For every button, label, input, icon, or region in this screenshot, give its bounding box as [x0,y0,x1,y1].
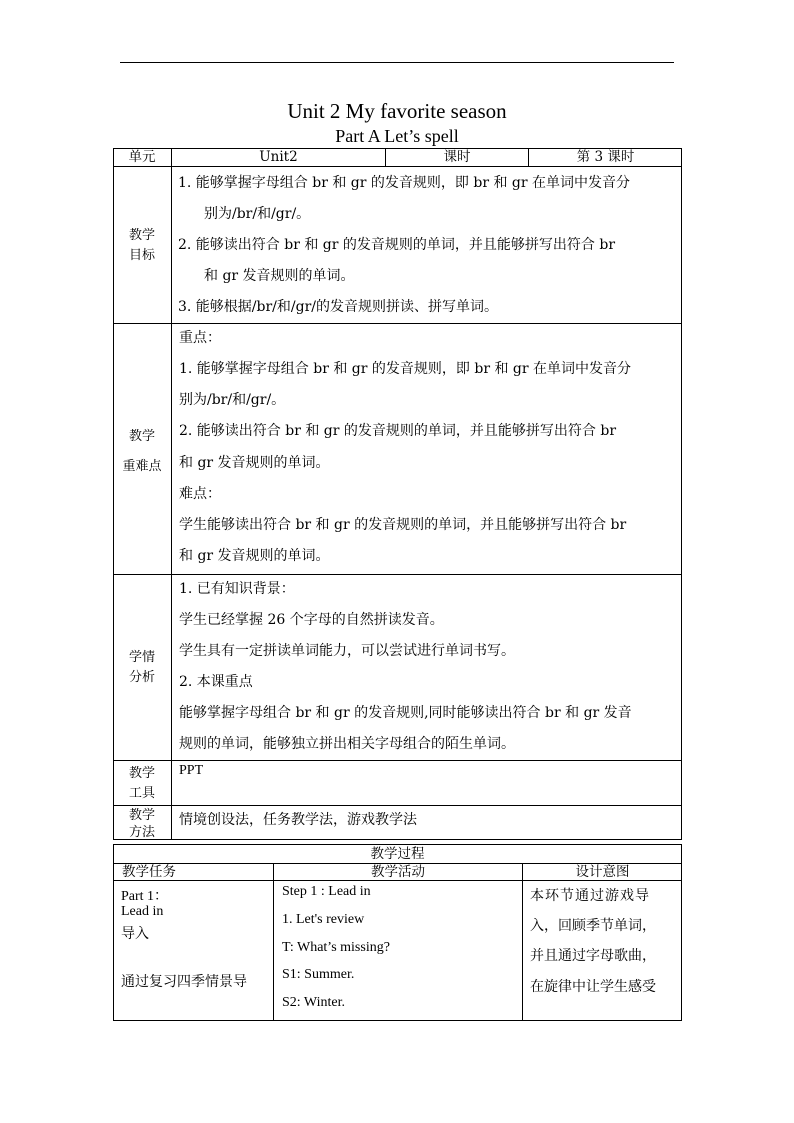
activity-line: Step 1 : Lead in [282,884,371,899]
intent-line: 本环节通过游戏导 [530,888,650,904]
task-line: Part 1： [121,889,169,904]
objective-line: 2. 能够读出符合 br 和 gr 的发音规则的单词，并且能够拼写出符合 br [178,237,616,253]
analysis-line: 2. 本课重点 [179,674,253,690]
period-value: 第 3 课时 [576,149,635,165]
analysis-line: 1. 已有知识背景： [179,581,295,597]
activity-line: S2: Winter. [282,995,345,1010]
key-point-line: 别为/br/和/gr/。 [179,392,286,408]
process-heading: 教学过程 [370,846,425,862]
analysis-line: 学生具有一定拼读单词能力，可以尝试进行单词书写。 [179,643,515,659]
key-point-line: 和 gr 发音规则的单词。 [179,548,330,564]
task-line: Lead in [121,904,164,919]
intent-line: 在旋律中让学生感受 [530,979,656,995]
page-subtitle: Part A Let’s spell [335,126,459,146]
col-task-header: 教学任务 [122,864,176,880]
analysis-line: 规则的单词，能够独立拼出相关字母组合的陌生单词。 [179,736,515,752]
analysis-label: 学情 分析 [128,650,155,685]
tools-label: 教学 工具 [128,766,155,801]
header-rule [120,62,674,63]
unit-label: 单元 [128,149,156,165]
key-point-line: 2. 能够读出符合 br 和 gr 的发音规则的单词，并且能够拼写出符合 br [179,423,617,439]
key-point-line: 和 gr 发音规则的单词。 [179,455,330,471]
key-point-line: 难点： [179,486,221,502]
analysis-line: 学生已经掌握 26 个字母的自然拼读发音。 [179,612,444,628]
unit-value: Unit2 [259,149,298,165]
methods-label: 教学 方法 [128,808,155,840]
period-label: 课时 [443,149,471,165]
key-points-label: 教学 重难点 [122,429,162,474]
key-point-line: 1. 能够掌握字母组合 br 和 gr 的发音规则，即 br 和 gr 在单词中发音分 [179,361,632,377]
intent-line: 并且通过字母歌曲， [530,948,656,964]
activity-line: 1. Let's review [282,912,365,927]
objective-line: 3. 能够根据/br/和/gr/的发音规则拼读、拼写单词。 [178,299,498,315]
activity-line: T: What’s missing? [282,940,390,955]
objectives-label: 教学 目标 [128,228,155,263]
analysis-line: 能够掌握字母组合 br 和 gr 的发音规则,同时能够读出符合 br 和 gr 发音 [179,705,632,721]
methods-value: 情境创设法，任务教学法，游戏教学法 [179,812,417,828]
tools-value: PPT [179,763,204,778]
col-intent-header: 设计意图 [575,864,630,880]
objective-line: 和 gr 发音规则的单词。 [204,268,355,284]
page-title: Unit 2 My favorite season [287,99,507,123]
col-activity-header: 教学活动 [371,864,425,880]
objective-line: 1. 能够掌握字母组合 br 和 gr 的发音规则，即 br 和 gr 在单词中发音分 [178,175,631,191]
task-line: 导入 [121,926,149,942]
activity-line: S1: Summer. [282,967,355,982]
key-point-line: 重点： [179,330,221,346]
key-point-line: 学生能够读出符合 br 和 gr 的发音规则的单词，并且能够拼写出符合 br [179,517,627,533]
objective-line: 别为/br/和/gr/。 [204,206,311,222]
task-line: 通过复习四季情景导 [121,974,247,990]
intent-line: 入，回顾季节单词， [530,918,656,934]
